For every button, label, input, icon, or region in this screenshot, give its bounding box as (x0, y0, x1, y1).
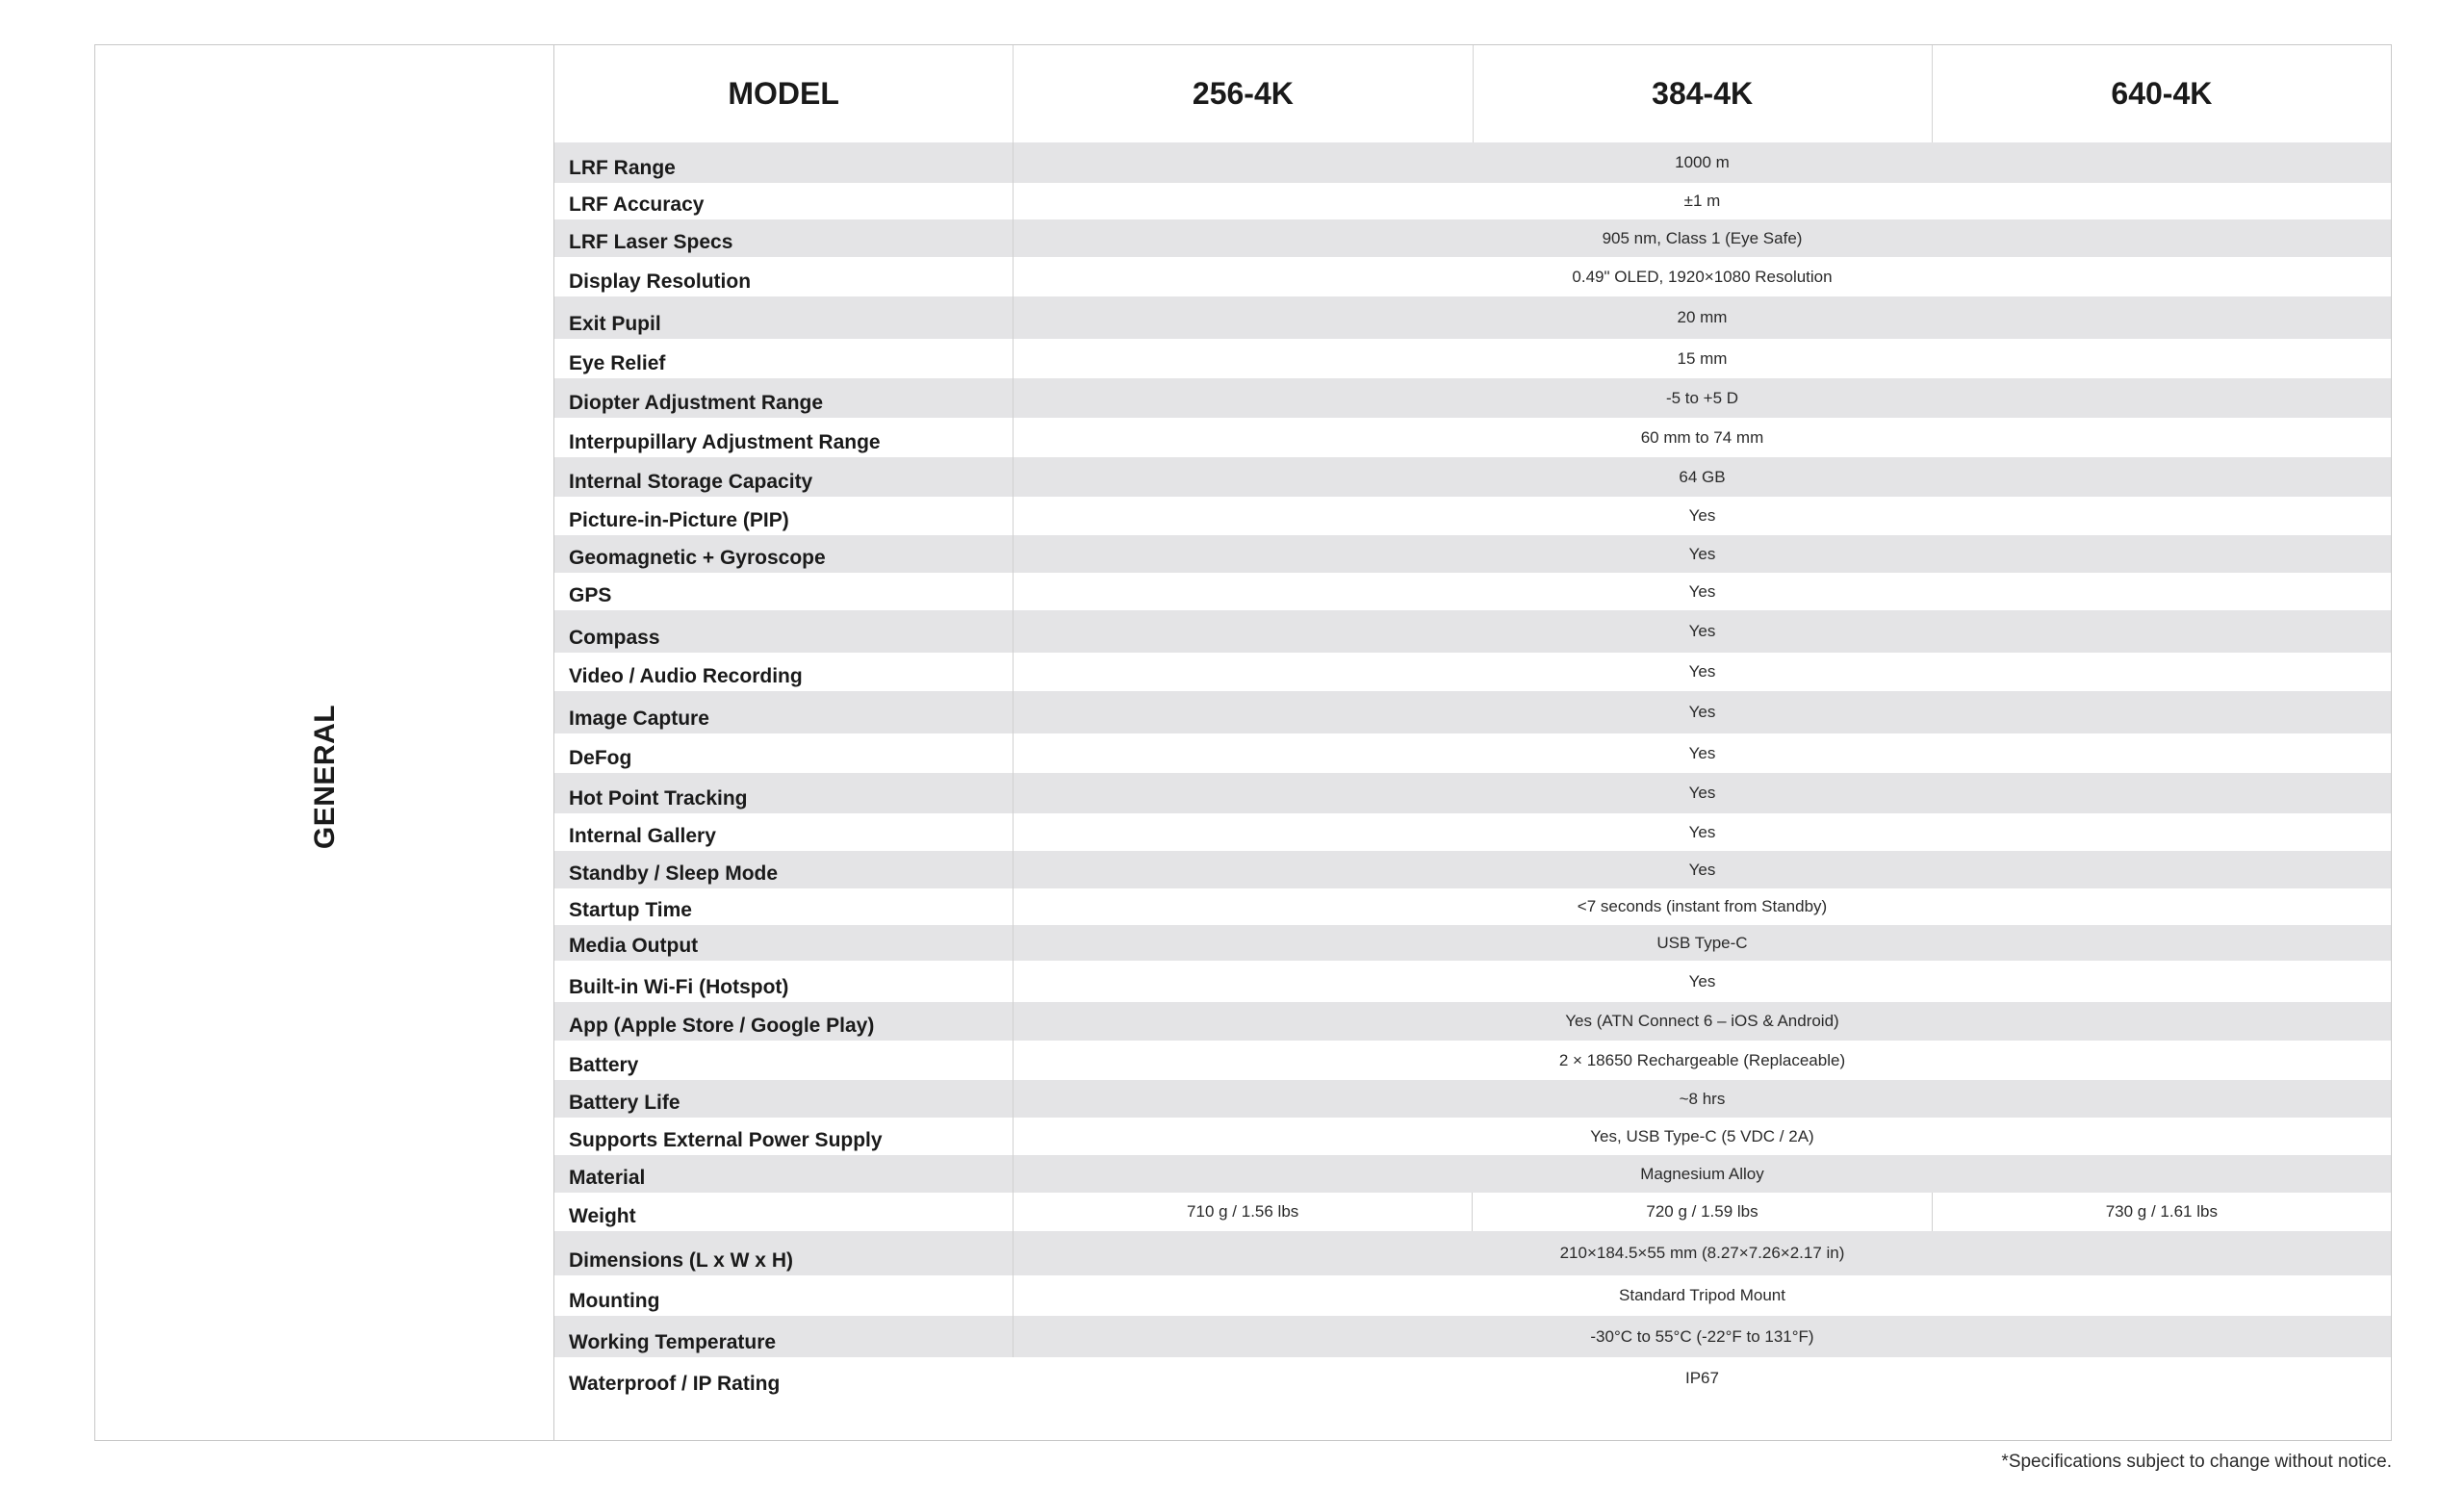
row-value: 720 g / 1.59 lbs (1473, 1193, 1932, 1231)
row-value: -30°C to 55°C (-22°F to 131°F) (1590, 1326, 1814, 1346)
table-row (554, 1193, 2391, 1231)
row-value: 0.49" OLED, 1920×1080 Resolution (1572, 267, 1833, 286)
row-label: LRF Laser Specs (554, 219, 1014, 257)
row-value: -5 to +5 D (1665, 388, 1739, 407)
table-row (554, 1231, 2391, 1275)
row-label: Geomagnetic + Gyroscope (554, 535, 1014, 573)
header-model-640-4k: 640-4K (2111, 76, 2213, 111)
table-row (554, 610, 2391, 653)
row-label: Supports External Power Supply (554, 1118, 1014, 1155)
row-value: Yes (1688, 506, 1716, 525)
row-label: Built-in Wi-Fi (Hotspot) (554, 961, 1014, 1002)
row-value: IP67 (1685, 1368, 1719, 1387)
row-label: Hot Point Tracking (554, 773, 1014, 813)
row-label: Startup Time (554, 888, 1014, 925)
row-value: 905 nm, Class 1 (Eye Safe) (1602, 228, 1803, 247)
row-value: Yes, USB Type-C (5 VDC / 2A) (1590, 1126, 1814, 1145)
row-label: Dimensions (L x W x H) (554, 1231, 1014, 1275)
row-label: Interpupillary Adjustment Range (554, 418, 1014, 457)
row-value: Yes (1688, 784, 1716, 802)
footnote: *Specifications subject to change without notice. (2001, 1452, 2392, 1472)
spec-table (94, 44, 2392, 1441)
row-value: 210×184.5×55 mm (8.27×7.26×2.17 in) (1559, 1244, 1845, 1262)
table-row (554, 497, 2391, 535)
table-row (554, 378, 2391, 418)
row-label: Battery (554, 1041, 1014, 1080)
table-row (554, 296, 2391, 339)
table-row (554, 573, 2391, 610)
table-row (554, 183, 2391, 219)
row-value: 2 × 18650 Rechargeable (Replaceable) (1558, 1050, 1846, 1069)
row-value: USB Type-C (1656, 933, 1748, 952)
table-row (554, 257, 2391, 296)
table-row (554, 653, 2391, 691)
row-value: 710 g / 1.56 lbs (1014, 1193, 1473, 1231)
row-value: Yes (1688, 971, 1716, 990)
row-value: ~8 hrs (1679, 1089, 1726, 1108)
row-label: Video / Audio Recording (554, 653, 1014, 691)
table-row (554, 339, 2391, 378)
row-label: LRF Range (554, 142, 1014, 183)
header-model-384-4k: 384-4K (1474, 45, 1933, 142)
row-label: Internal Storage Capacity (554, 457, 1014, 497)
row-label: Exit Pupil (554, 296, 1014, 339)
row-label: Waterproof / IP Rating (569, 1373, 781, 1395)
row-label: Display Resolution (554, 257, 1014, 296)
table-row (554, 219, 2391, 257)
row-value: <7 seconds (instant from Standby) (1577, 897, 1828, 915)
row-label: Weight (554, 1193, 1014, 1231)
row-label: Mounting (554, 1275, 1014, 1316)
table-row (554, 1155, 2391, 1193)
table-header (554, 45, 2391, 142)
row-label: Material (554, 1155, 1014, 1193)
row-label: Battery Life (554, 1080, 1014, 1118)
row-label: Internal Gallery (554, 813, 1014, 851)
table-row (554, 1357, 2391, 1399)
row-label: Standby / Sleep Mode (554, 851, 1014, 888)
row-label: Working Temperature (554, 1316, 1014, 1357)
table-row (554, 888, 2391, 925)
row-label: DeFog (554, 733, 1014, 773)
row-value: Yes (1688, 581, 1716, 601)
row-value: 1000 m (1675, 153, 1730, 171)
section-label: GENERAL (309, 704, 341, 850)
row-values (1014, 1193, 2391, 1231)
row-label: GPS (554, 573, 1014, 610)
row-label: Media Output (554, 925, 1014, 961)
table-row (554, 851, 2391, 888)
table-row (554, 813, 2391, 851)
row-value: 20 mm (1677, 308, 1728, 326)
row-value: Yes (1688, 860, 1716, 879)
row-value: Magnesium Alloy (1640, 1164, 1764, 1183)
table-row (554, 773, 2391, 813)
row-value: Yes (1688, 743, 1716, 762)
row-value: 64 GB (1679, 467, 1726, 486)
row-label: App (Apple Store / Google Play) (554, 1002, 1014, 1041)
table-row (554, 142, 2391, 183)
row-value: Yes (1688, 822, 1716, 841)
table-row (554, 1275, 2391, 1316)
section-column (95, 45, 554, 1440)
row-value: Yes (1688, 622, 1716, 640)
row-value: 730 g / 1.61 lbs (2105, 1202, 2218, 1221)
table-row (554, 535, 2391, 573)
table-row (554, 691, 2391, 733)
row-label: Picture-in-Picture (PIP) (554, 497, 1014, 535)
header-model-label: MODEL (554, 45, 1014, 142)
table-row (554, 1041, 2391, 1080)
header-model-256-4k: 256-4K (1014, 45, 1473, 142)
row-value: Yes (1688, 544, 1716, 563)
table-row (554, 1118, 2391, 1155)
row-value: 15 mm (1677, 348, 1728, 368)
row-value: 60 mm to 74 mm (1640, 427, 1764, 447)
table-row (554, 1080, 2391, 1118)
table-row (554, 418, 2391, 457)
table-row (554, 1316, 2391, 1357)
row-value: Standard Tripod Mount (1619, 1286, 1785, 1304)
table-row (554, 1002, 2391, 1041)
table-row (554, 457, 2391, 497)
row-label: LRF Accuracy (554, 183, 1014, 219)
table-row (554, 733, 2391, 773)
row-label: Diopter Adjustment Range (554, 378, 1014, 418)
row-value: ±1 m (1683, 192, 1721, 210)
table-row (554, 961, 2391, 1002)
row-value: Yes (ATN Connect 6 – iOS & Android) (1565, 1012, 1839, 1030)
row-label: Compass (554, 610, 1014, 653)
row-value: Yes (1688, 662, 1716, 681)
row-label: Eye Relief (554, 339, 1014, 378)
table-row (554, 925, 2391, 961)
row-value: Yes (1688, 703, 1716, 721)
row-label: Image Capture (554, 691, 1014, 733)
